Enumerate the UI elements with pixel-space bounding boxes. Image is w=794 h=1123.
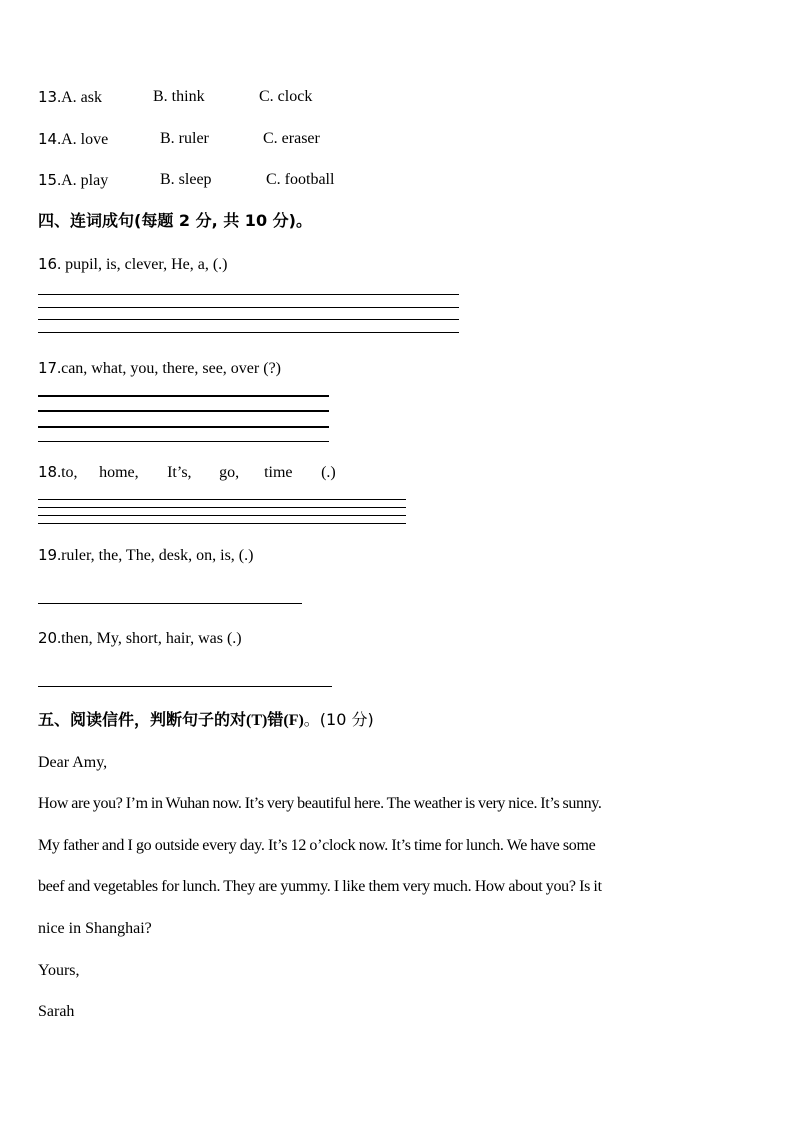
question-17 bbox=[38, 358, 281, 379]
option-b: B. sleep bbox=[160, 171, 212, 188]
word: (.) bbox=[321, 464, 336, 481]
question-text: .then, My, short, hair, was (.) bbox=[57, 630, 242, 647]
question-20 bbox=[38, 628, 242, 649]
section-4-title: 四、连词成句(每题 2 分, 共 10 分)。 bbox=[38, 211, 312, 230]
letter-line: beef and vegetables for lunch. They are yummy. I like them very much. How about you? Is it bbox=[38, 878, 602, 895]
question-text: .can, what, you, there, see, over (?) bbox=[57, 360, 281, 377]
answer-line[interactable] bbox=[38, 686, 332, 687]
answer-line[interactable] bbox=[38, 523, 406, 524]
option-b: B. ruler bbox=[160, 130, 209, 147]
letter-greeting: Dear Amy, bbox=[38, 754, 108, 771]
answer-line[interactable] bbox=[38, 332, 459, 333]
section-5-title: 五、阅读信件，判断句子的对(T)错(F)。(10 分) bbox=[38, 710, 374, 729]
question-16 bbox=[38, 254, 228, 275]
letter-signature: Sarah bbox=[38, 1003, 75, 1020]
answer-line[interactable] bbox=[38, 499, 406, 500]
letter-line: How are you? I’m in Wuhan now. It’s very beautiful here. The weather is very nice. It’s sunny. bbox=[38, 795, 602, 812]
question-18 bbox=[38, 462, 336, 483]
question-text: .ruler, the, The, desk, on, is, (.) bbox=[57, 547, 254, 564]
question-number: 14 bbox=[38, 130, 58, 148]
answer-line[interactable] bbox=[38, 603, 302, 604]
option-b: B. think bbox=[153, 88, 205, 105]
letter-line: My father and I go outside every day. It’s 12 o’clock now. It’s time for lunch. We have some bbox=[38, 837, 596, 854]
question-number: 16 bbox=[38, 255, 58, 273]
option-c: C. football bbox=[266, 171, 335, 188]
question-number: 13 bbox=[38, 88, 58, 106]
word: time bbox=[264, 464, 293, 481]
word: It’s, bbox=[167, 464, 192, 481]
question-number: 18 bbox=[38, 463, 58, 481]
option-a: .A. love bbox=[57, 131, 109, 148]
option-a: .A. ask bbox=[57, 89, 102, 106]
answer-line[interactable] bbox=[38, 515, 406, 516]
letter-line: nice in Shanghai? bbox=[38, 920, 152, 937]
option-c: C. clock bbox=[259, 88, 313, 105]
question-text: . pupil, is, clever, He, a, (.) bbox=[57, 256, 228, 273]
question-19 bbox=[38, 545, 253, 566]
letter-closing: Yours, bbox=[38, 962, 80, 979]
question-number: 19 bbox=[38, 546, 58, 564]
question-number: 17 bbox=[38, 359, 58, 377]
question-number: 20 bbox=[38, 629, 58, 647]
answer-line[interactable] bbox=[38, 294, 459, 295]
answer-line[interactable] bbox=[38, 395, 329, 397]
answer-line[interactable] bbox=[38, 507, 406, 508]
answer-line[interactable] bbox=[38, 307, 459, 308]
word: home, bbox=[99, 464, 139, 481]
answer-line[interactable] bbox=[38, 410, 329, 412]
word: go, bbox=[219, 464, 240, 481]
answer-line[interactable] bbox=[38, 426, 329, 428]
word: .to, bbox=[57, 464, 78, 481]
option-a: .A. play bbox=[57, 172, 109, 189]
answer-line[interactable] bbox=[38, 319, 459, 320]
answer-line[interactable] bbox=[38, 441, 329, 442]
question-number: 15 bbox=[38, 171, 58, 189]
option-c: C. eraser bbox=[263, 130, 320, 147]
